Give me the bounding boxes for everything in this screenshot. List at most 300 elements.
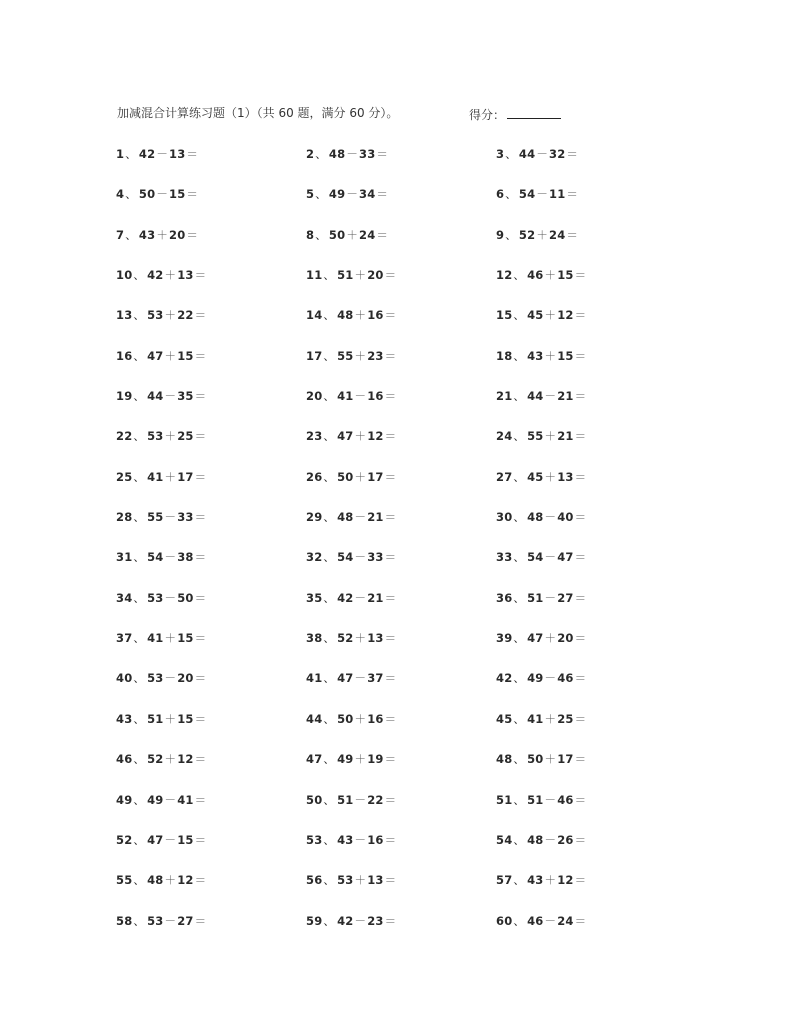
problem-separator: 、: [513, 631, 526, 646]
operator: ＋: [544, 268, 557, 283]
problem-row: [116, 508, 596, 548]
problem-number: 20: [306, 389, 323, 404]
problem-separator: 、: [513, 752, 526, 767]
problem-item: [116, 710, 207, 728]
equals-sign: ＝: [574, 832, 587, 847]
problem-separator: 、: [323, 832, 336, 847]
problem-item: [496, 750, 587, 768]
operand-a: 54: [518, 187, 536, 202]
problem-number: 44: [306, 711, 323, 726]
operator: －: [544, 792, 557, 807]
operator: ＋: [354, 631, 367, 646]
operator: －: [164, 389, 177, 404]
operand-a: 48: [147, 873, 164, 888]
operand-b: 12: [557, 873, 574, 888]
problem-number: 51: [496, 792, 513, 807]
operand-b: 15: [177, 711, 194, 726]
problem-item: [496, 185, 579, 203]
problem-number: 7: [116, 227, 125, 242]
operand-a: 49: [337, 752, 354, 767]
problem-number: 37: [116, 631, 133, 646]
operand-b: 33: [359, 147, 376, 161]
equals-sign: ＝: [376, 147, 389, 161]
operator: ＋: [164, 752, 177, 767]
problem-number: 42: [496, 671, 513, 686]
problem-row: [116, 791, 596, 831]
problem-item: [116, 266, 207, 284]
operator: ＋: [164, 469, 177, 484]
operand-b: 16: [367, 389, 384, 404]
problem-number: 13: [116, 308, 133, 323]
problem-separator: 、: [513, 550, 526, 565]
operand-a: 45: [527, 308, 544, 323]
operand-b: 26: [557, 832, 574, 847]
problem-item: [116, 508, 207, 526]
operator: －: [354, 550, 367, 565]
operator: ＋: [544, 469, 557, 484]
problem-number: 6: [496, 187, 505, 202]
score-blank-line[interactable]: [507, 104, 561, 119]
operator: －: [544, 671, 557, 686]
equals-sign: ＝: [194, 873, 207, 888]
equals-sign: ＝: [194, 590, 207, 605]
operand-a: 48: [337, 510, 354, 525]
operator: －: [354, 590, 367, 605]
operand-b: 12: [177, 752, 194, 767]
operand-a: 51: [527, 792, 544, 807]
operator: －: [544, 550, 557, 565]
problem-item: [116, 548, 207, 566]
operand-b: 34: [359, 187, 376, 202]
operator: －: [544, 389, 557, 404]
problem-number: 56: [306, 873, 323, 888]
operand-b: 15: [169, 187, 186, 202]
problem-item: [306, 710, 397, 728]
problem-number: 33: [496, 550, 513, 565]
equals-sign: ＝: [384, 308, 397, 323]
equals-sign: ＝: [574, 550, 587, 565]
problem-separator: 、: [513, 873, 526, 888]
problem-item: [116, 831, 207, 849]
operand-a: 44: [518, 147, 536, 161]
problem-item: [496, 589, 587, 607]
operand-b: 15: [177, 631, 194, 646]
equals-sign: ＝: [384, 671, 397, 686]
operand-a: 51: [337, 268, 354, 283]
equals-sign: ＝: [384, 631, 397, 646]
problem-item: [306, 306, 397, 324]
problem-separator: 、: [505, 147, 517, 161]
problem-separator: 、: [323, 308, 336, 323]
operand-b: 19: [367, 752, 384, 767]
problem-item: [116, 669, 207, 687]
equals-sign: ＝: [384, 429, 397, 444]
problem-item: [306, 427, 397, 445]
operand-b: 20: [177, 671, 194, 686]
operand-b: 16: [367, 711, 384, 726]
problem-number: 30: [496, 510, 513, 525]
problem-separator: 、: [133, 913, 146, 928]
equals-sign: ＝: [194, 752, 207, 767]
operand-a: 51: [527, 590, 544, 605]
operand-b: 24: [557, 913, 574, 928]
operator: ＋: [354, 429, 367, 444]
problem-separator: 、: [323, 711, 336, 726]
operand-b: 22: [367, 792, 384, 807]
operand-b: 12: [367, 429, 384, 444]
worksheet-title: 加减混合计算练习题（1）（共 60 题，满分 60 分）。: [117, 106, 399, 120]
problem-item: [116, 185, 199, 203]
operand-b: 17: [557, 752, 574, 767]
operand-b: 20: [367, 268, 384, 283]
operator: ＋: [544, 711, 557, 726]
problem-number: 24: [496, 429, 513, 444]
problem-row: [116, 831, 596, 871]
operand-a: 46: [527, 913, 544, 928]
operand-a: 51: [337, 792, 354, 807]
operator: －: [354, 792, 367, 807]
operator: ＋: [354, 308, 367, 323]
equals-sign: ＝: [186, 187, 199, 202]
operand-a: 48: [337, 308, 354, 323]
problem-number: 34: [116, 590, 133, 605]
operand-b: 15: [557, 268, 574, 283]
problem-item: [496, 347, 587, 365]
problem-separator: 、: [125, 187, 137, 202]
operand-a: 52: [337, 631, 354, 646]
equals-sign: ＝: [566, 227, 579, 242]
equals-sign: ＝: [566, 187, 579, 202]
equals-sign: ＝: [384, 469, 397, 484]
equals-sign: ＝: [194, 429, 207, 444]
problem-number: 58: [116, 913, 133, 928]
problem-row: [116, 710, 596, 750]
problem-item: [306, 347, 397, 365]
operator: ＋: [354, 752, 367, 767]
equals-sign: ＝: [574, 711, 587, 726]
operand-b: 21: [367, 510, 384, 525]
operator: ＋: [354, 268, 367, 283]
operand-a: 55: [337, 348, 354, 363]
operator: ＋: [164, 348, 177, 363]
operator: －: [156, 147, 169, 161]
operand-b: 13: [367, 873, 384, 888]
operand-b: 15: [177, 832, 194, 847]
operator: －: [544, 590, 557, 605]
problem-separator: 、: [323, 550, 336, 565]
equals-sign: ＝: [194, 671, 207, 686]
operand-a: 48: [328, 147, 346, 161]
problem-separator: 、: [323, 429, 336, 444]
operator: ＋: [164, 873, 177, 888]
problem-number: 5: [306, 187, 315, 202]
problem-separator: 、: [513, 308, 526, 323]
equals-sign: ＝: [194, 308, 207, 323]
operand-a: 42: [337, 590, 354, 605]
operand-a: 50: [337, 711, 354, 726]
problem-item: [306, 226, 389, 244]
problem-row: [116, 347, 596, 387]
problem-row: [116, 306, 596, 346]
problem-item: [306, 589, 397, 607]
operand-b: 21: [557, 389, 574, 404]
operator: ＋: [354, 873, 367, 888]
operand-b: 40: [557, 510, 574, 525]
operator: －: [544, 913, 557, 928]
operator: －: [346, 187, 359, 202]
problem-number: 17: [306, 348, 323, 363]
equals-sign: ＝: [574, 873, 587, 888]
problem-row: [116, 145, 596, 185]
problem-number: 27: [496, 469, 513, 484]
operand-a: 43: [138, 227, 156, 242]
operator: －: [354, 671, 367, 686]
problem-number: 21: [496, 389, 513, 404]
operand-a: 41: [527, 711, 544, 726]
problem-item: [496, 468, 587, 486]
equals-sign: ＝: [384, 590, 397, 605]
equals-sign: ＝: [384, 348, 397, 363]
problem-item: [496, 548, 587, 566]
operator: ＋: [164, 308, 177, 323]
operator: ＋: [164, 711, 177, 726]
problem-separator: 、: [133, 711, 146, 726]
problem-item: [116, 145, 199, 163]
problem-separator: 、: [513, 913, 526, 928]
problem-item: [496, 831, 587, 849]
operand-a: 53: [147, 671, 164, 686]
equals-sign: ＝: [194, 469, 207, 484]
problem-separator: 、: [323, 389, 336, 404]
problem-separator: 、: [513, 711, 526, 726]
problem-number: 53: [306, 832, 323, 847]
equals-sign: ＝: [194, 550, 207, 565]
operand-b: 13: [557, 469, 574, 484]
problem-separator: 、: [323, 268, 336, 283]
operator: －: [164, 913, 177, 928]
equals-sign: ＝: [194, 711, 207, 726]
problem-number: 49: [116, 792, 133, 807]
operand-a: 50: [337, 469, 354, 484]
problem-separator: 、: [513, 348, 526, 363]
equals-sign: ＝: [186, 147, 199, 161]
operand-a: 42: [337, 913, 354, 928]
operator: ＋: [544, 429, 557, 444]
problem-row: [116, 185, 596, 225]
problem-number: 12: [496, 268, 513, 283]
problem-separator: 、: [133, 308, 146, 323]
equals-sign: ＝: [384, 832, 397, 847]
operand-b: 13: [169, 147, 186, 161]
equals-sign: ＝: [194, 631, 207, 646]
problem-item: [496, 669, 587, 687]
operand-a: 50: [527, 752, 544, 767]
problem-item: [116, 750, 207, 768]
equals-sign: ＝: [194, 348, 207, 363]
problem-separator: 、: [323, 348, 336, 363]
operand-a: 47: [147, 348, 164, 363]
problem-item: [496, 306, 587, 324]
operand-a: 48: [527, 832, 544, 847]
problem-number: 23: [306, 429, 323, 444]
problem-item: [306, 387, 397, 405]
problem-separator: 、: [133, 510, 146, 525]
operand-a: 49: [147, 792, 164, 807]
operand-a: 42: [138, 147, 156, 161]
problem-separator: 、: [133, 550, 146, 565]
problem-separator: 、: [323, 469, 336, 484]
operand-b: 13: [177, 268, 194, 283]
operand-b: 33: [367, 550, 384, 565]
operand-b: 24: [549, 227, 566, 242]
operator: －: [536, 187, 549, 202]
equals-sign: ＝: [574, 429, 587, 444]
operand-a: 47: [337, 671, 354, 686]
problem-number: 9: [496, 227, 505, 242]
operator: ＋: [544, 308, 557, 323]
operator: ＋: [544, 873, 557, 888]
problem-separator: 、: [323, 792, 336, 807]
problem-separator: 、: [133, 590, 146, 605]
operand-a: 55: [147, 510, 164, 525]
equals-sign: ＝: [194, 510, 207, 525]
operand-b: 23: [367, 913, 384, 928]
operand-b: 25: [557, 711, 574, 726]
problem-item: [496, 387, 587, 405]
operand-a: 49: [328, 187, 346, 202]
problem-item: [496, 427, 587, 445]
equals-sign: ＝: [574, 590, 587, 605]
problem-number: 14: [306, 308, 323, 323]
operand-a: 41: [147, 469, 164, 484]
problem-grid: [116, 145, 596, 952]
problem-row: [116, 387, 596, 427]
problem-separator: 、: [323, 510, 336, 525]
equals-sign: ＝: [194, 792, 207, 807]
problem-number: 35: [306, 590, 323, 605]
problem-number: 8: [306, 227, 315, 242]
operand-b: 25: [177, 429, 194, 444]
operand-b: 50: [177, 590, 194, 605]
equals-sign: ＝: [384, 510, 397, 525]
equals-sign: ＝: [574, 268, 587, 283]
operator: －: [536, 147, 549, 161]
problem-separator: 、: [513, 429, 526, 444]
operator: －: [164, 792, 177, 807]
operator: －: [544, 832, 557, 847]
operator: －: [354, 389, 367, 404]
problem-number: 1: [116, 147, 125, 161]
problem-number: 46: [116, 752, 133, 767]
operator: －: [164, 832, 177, 847]
problem-separator: 、: [323, 590, 336, 605]
problem-row: [116, 548, 596, 588]
equals-sign: ＝: [384, 389, 397, 404]
problem-separator: 、: [323, 671, 336, 686]
problem-item: [496, 508, 587, 526]
problem-separator: 、: [133, 671, 146, 686]
problem-separator: 、: [315, 187, 327, 202]
operand-b: 47: [557, 550, 574, 565]
problem-separator: 、: [513, 832, 526, 847]
problem-item: [496, 266, 587, 284]
operand-a: 53: [337, 873, 354, 888]
equals-sign: ＝: [384, 550, 397, 565]
problem-separator: 、: [323, 752, 336, 767]
operand-b: 16: [367, 308, 384, 323]
problem-number: 55: [116, 873, 133, 888]
operator: ＋: [544, 348, 557, 363]
problem-separator: 、: [513, 510, 526, 525]
problem-row: [116, 669, 596, 709]
problem-row: [116, 629, 596, 669]
problem-separator: 、: [133, 631, 146, 646]
equals-sign: ＝: [566, 147, 579, 161]
problem-separator: 、: [133, 469, 146, 484]
problem-item: [116, 589, 207, 607]
problem-number: 38: [306, 631, 323, 646]
problem-item: [306, 468, 397, 486]
problem-number: 26: [306, 469, 323, 484]
problem-item: [306, 871, 397, 889]
operand-a: 52: [518, 227, 536, 242]
problem-row: [116, 871, 596, 911]
operand-a: 47: [337, 429, 354, 444]
problem-separator: 、: [133, 389, 146, 404]
operand-a: 44: [527, 389, 544, 404]
equals-sign: ＝: [574, 752, 587, 767]
equals-sign: ＝: [384, 268, 397, 283]
operand-a: 41: [337, 389, 354, 404]
problem-number: 48: [496, 752, 513, 767]
problem-row: [116, 589, 596, 629]
operand-b: 27: [557, 590, 574, 605]
equals-sign: ＝: [384, 711, 397, 726]
operand-a: 53: [147, 590, 164, 605]
equals-sign: ＝: [574, 308, 587, 323]
operand-b: 21: [557, 429, 574, 444]
problem-separator: 、: [133, 752, 146, 767]
equals-sign: ＝: [574, 348, 587, 363]
operator: －: [156, 187, 169, 202]
equals-sign: ＝: [574, 792, 587, 807]
operand-b: 24: [359, 227, 376, 242]
operand-b: 46: [557, 792, 574, 807]
problem-number: 25: [116, 469, 133, 484]
operator: ＋: [346, 227, 359, 242]
operand-a: 49: [527, 671, 544, 686]
problem-row: [116, 266, 596, 306]
problem-item: [496, 871, 587, 889]
problem-item: [496, 226, 579, 244]
equals-sign: ＝: [574, 913, 587, 928]
worksheet-header: [117, 104, 577, 124]
operand-b: 41: [177, 792, 194, 807]
problem-separator: 、: [513, 469, 526, 484]
problem-item: [496, 710, 587, 728]
equals-sign: ＝: [574, 469, 587, 484]
problem-item: [306, 508, 397, 526]
problem-separator: 、: [505, 227, 517, 242]
operand-a: 54: [337, 550, 354, 565]
operand-a: 53: [147, 308, 164, 323]
problem-separator: 、: [133, 348, 146, 363]
operand-a: 50: [138, 187, 156, 202]
problem-separator: 、: [125, 147, 137, 161]
problem-item: [306, 831, 397, 849]
problem-number: 52: [116, 832, 133, 847]
operator: －: [164, 671, 177, 686]
